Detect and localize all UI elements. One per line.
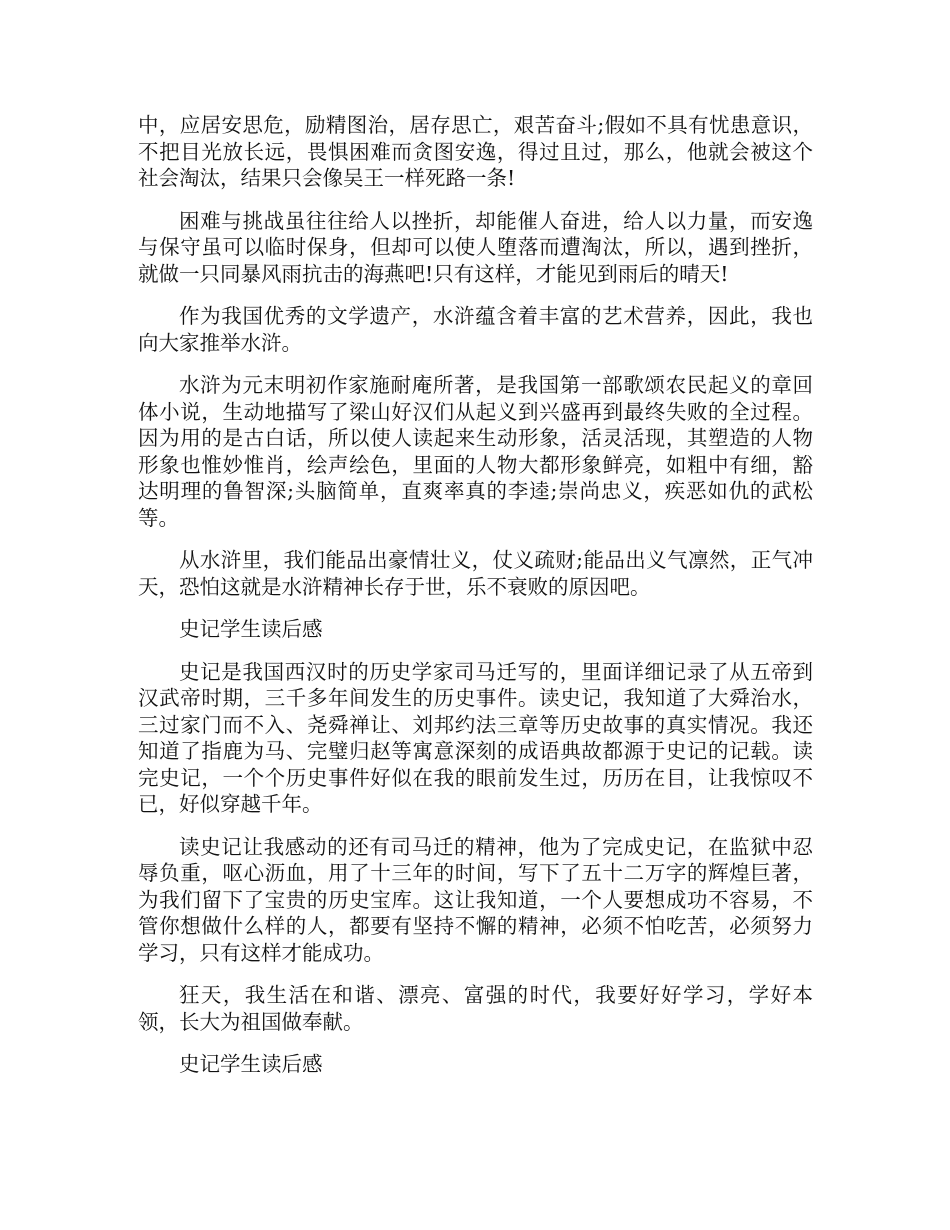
paragraph-2: 困难与挑战虽往往给人以挫折，却能催人奋进，给人以力量，而安逸与保守虽可以临时保身，但却可以使人堕落而遭淘汰，所以，遇到挫折，就做一只同暴风雨抗击的海燕吧!只有这样，才能见到雨后的晴天! <box>138 208 813 286</box>
paragraph-7: 读史记让我感动的还有司马迁的精神，他为了完成史记，在监狱中忍辱负重，呕心沥血，用了十三年的时间，写下了五十二万字的辉煌巨著，为我们留下了宝贵的历史宝库。这让我知道，一个人要想成功不容易，不管你想做什么样的人，都要有坚持不懈的精神，必须不怕吃苦，必须努力学习，只有这样才能成功。 <box>138 834 813 965</box>
paragraph-5: 从水浒里，我们能品出豪情壮义，仗义疏财;能品出义气凛然，正气冲天，恐怕这就是水浒精神长存于世，乐不衰败的原因吧。 <box>138 548 813 599</box>
paragraph-3: 作为我国优秀的文学遗产，水浒蕴含着丰富的艺术营养，因此，我也向大家推举水浒。 <box>138 304 813 355</box>
paragraph-8: 狂天，我生活在和谐、漂亮、富强的时代，我要好好学习，学好本领，长大为祖国做奉献。 <box>138 983 813 1034</box>
document-body <box>138 112 813 1094</box>
paragraph-1: 中，应居安思危，励精图治，居存思亡，艰苦奋斗;假如不具有忧患意识，不把目光放长远，畏惧困难而贪图安逸，得过且过，那么，他就会被这个社会淘汰，结果只会像吴王一样死路一条! <box>138 113 813 190</box>
section-heading-1: 史记学生读后感 <box>179 617 323 641</box>
section-heading-2: 史记学生读后感 <box>179 1052 323 1076</box>
paragraph-4: 水浒为元末明初作家施耐庵所著，是我国第一部歌颂农民起义的章回体小说，生动地描写了梁山好汉们从起义到兴盛再到最终失败的全过程。因为用的是古白话，所以使人读起来生动形象，活灵活现，其塑造的人物形象也惟妙惟肖，绘声绘色，里面的人物大都形象鲜亮，如粗中有细，豁达明理的鲁智深;头脑简单，直爽率真的李逵;崇尚忠义，疾恶如仇的武松等。 <box>138 373 813 530</box>
paragraph-6: 史记是我国西汉时的历史学家司马迁写的，里面详细记录了从五帝到汉武帝时期，三千多年间发生的历史事件。读史记，我知道了大舜治水，三过家门而不入、尧舜禅让、刘邦约法三章等历史故事的真实情况。我还知道了指鹿为马、完璧归赵等寓意深刻的成语典故都源于史记的记载。读完史记，一个个历史事件好似在我的眼前发生过，历历在目，让我惊叹不已，好似穿越千年。 <box>138 659 813 816</box>
